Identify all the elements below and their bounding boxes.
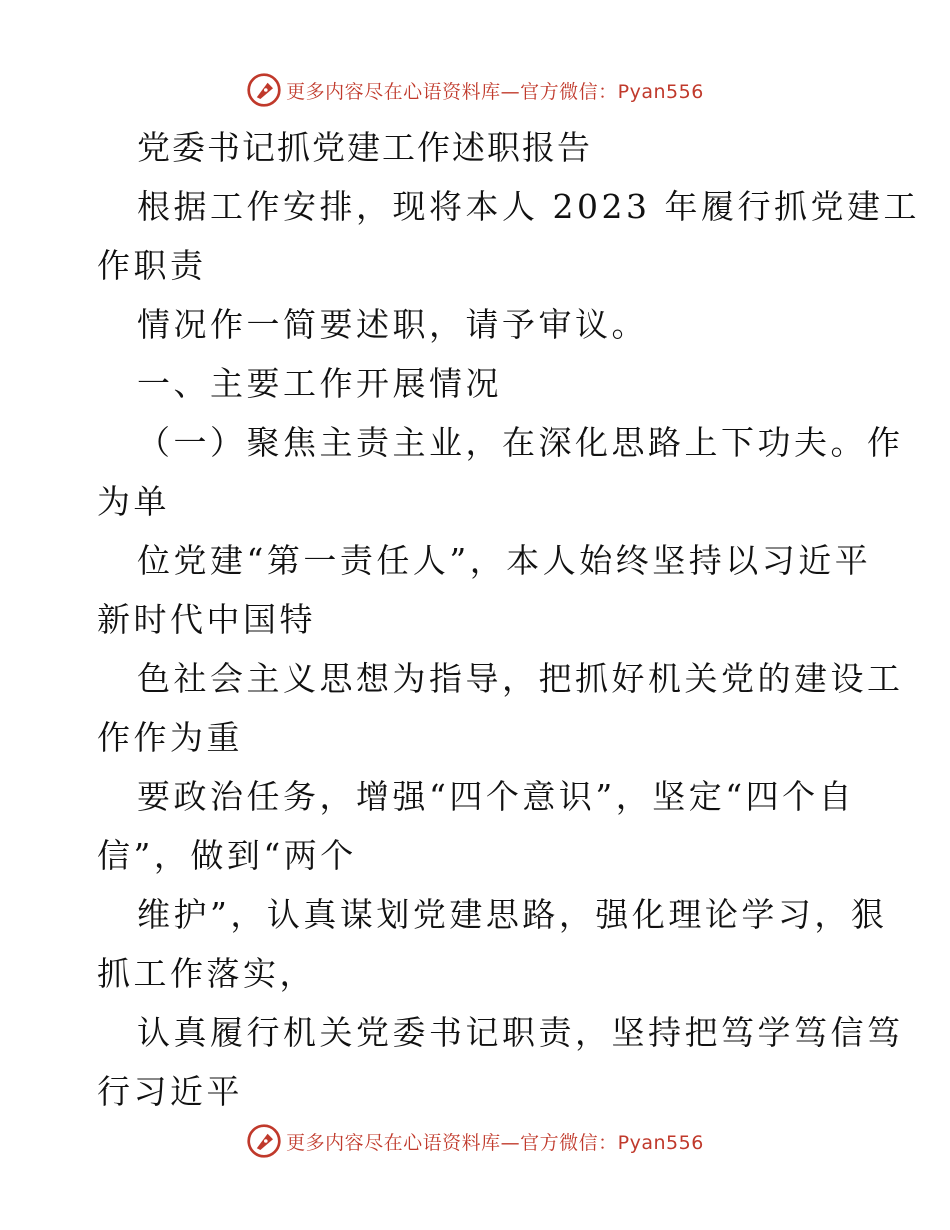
paragraph-line: 新时代中国特	[97, 600, 316, 639]
pen-nib-logo-icon	[246, 1123, 282, 1159]
paragraph-line: 信”，做到“两个	[97, 836, 357, 875]
document-title: 党委书记抓党建工作述职报告	[137, 128, 592, 167]
document-body	[97, 118, 920, 1121]
watermark-text: 更多内容尽在心语资料库—官方微信：Pyan556	[286, 1131, 704, 1154]
watermark-text: 更多内容尽在心语资料库—官方微信：Pyan556	[286, 80, 704, 103]
paragraph-line: 情况作一简要述职，请予审议。	[137, 305, 648, 344]
paragraph-line: 为单	[97, 482, 170, 521]
paragraph-line: 要政治任务，增强“四个意识”，坚定“四个自	[137, 777, 856, 816]
paragraph-line: 根据工作安排，现将本人 2023 年履行抓党建工	[137, 187, 920, 226]
paragraph-line: 认真履行机关党委书记职责，坚持把笃学笃信笃	[137, 1013, 904, 1052]
paragraph-line: 作作为重	[97, 718, 243, 757]
footer-watermark-banner	[0, 1121, 950, 1161]
paragraph-line: 作职责	[97, 246, 207, 285]
paragraph-line: 行习近平	[97, 1072, 243, 1111]
pen-nib-logo-icon	[246, 72, 282, 108]
paragraph-line: 色社会主义思想为指导，把抓好机关党的建设工	[137, 659, 904, 698]
section-heading: 一、主要工作开展情况	[137, 364, 502, 403]
paragraph-line: 维护”，认真谋划党建思路，强化理论学习，狠	[137, 895, 888, 934]
subsection-heading: （一）聚焦主责主业，在深化思路上下功夫。作	[137, 423, 904, 462]
paragraph-line: 位党建“第一责任人”，本人始终坚持以习近平	[137, 541, 872, 580]
header-watermark-banner	[0, 70, 950, 110]
paragraph-line: 抓工作落实，	[97, 954, 316, 993]
